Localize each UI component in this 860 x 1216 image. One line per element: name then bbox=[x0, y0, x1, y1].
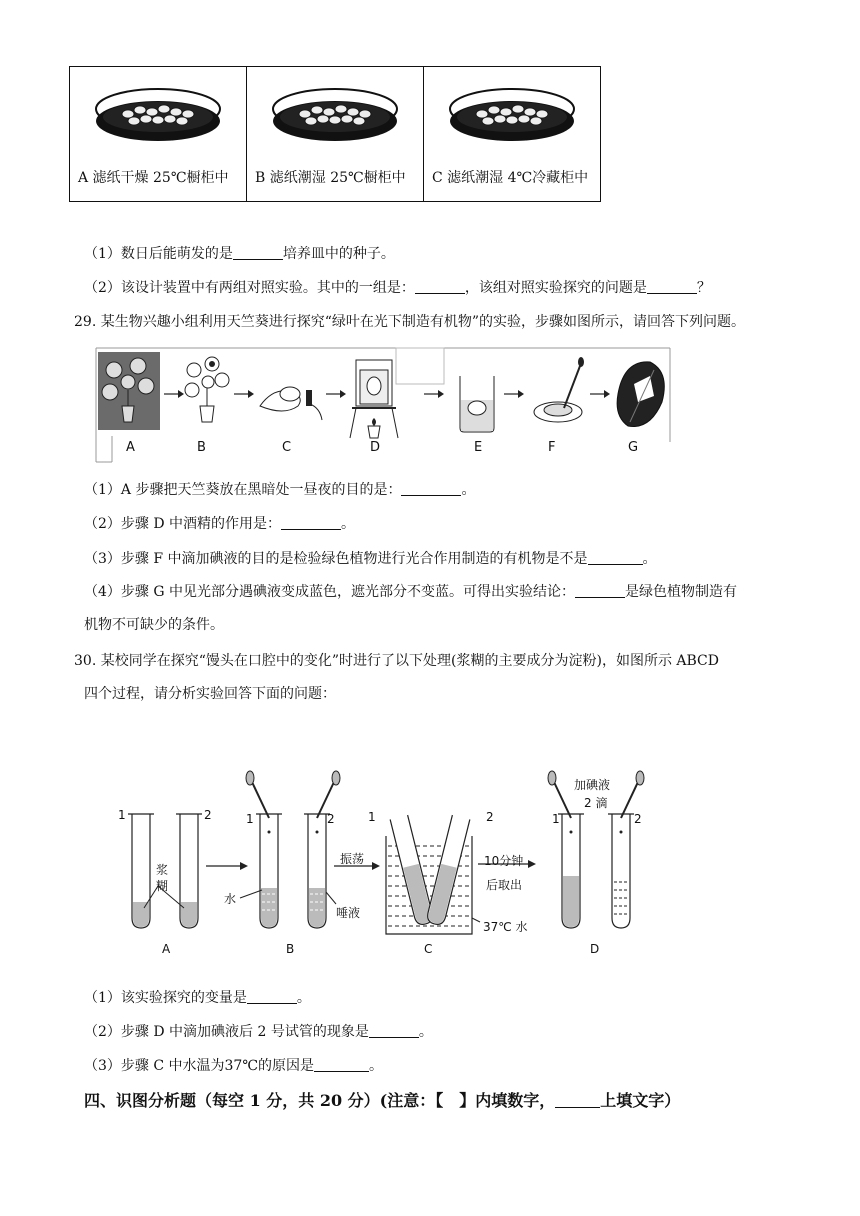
q29-sub1-pre: （1）A 步骤把天竺葵放在黑暗处一昼夜的目的是： bbox=[84, 482, 402, 498]
panel-label: B bbox=[286, 942, 295, 956]
panel-label: D bbox=[590, 942, 600, 956]
q29-sub3 bbox=[84, 549, 657, 569]
photosynthesis-steps-figure bbox=[94, 346, 674, 464]
iodine-label-line1: 加碘液 bbox=[574, 778, 611, 792]
step-label: D bbox=[370, 440, 381, 455]
tube-number: 1 bbox=[552, 812, 560, 826]
q28-sub2-post: ？ bbox=[696, 280, 711, 296]
q30-stem-line1: 30. 某校同学在探究“馒头在口腔中的变化”时进行了以下处理(浆糊的主要成分为淀粉)，如图所示 ABCD bbox=[74, 653, 719, 669]
answer-blank[interactable] bbox=[401, 481, 461, 496]
dish-caption: A 滤纸干燥 25℃橱柜中 bbox=[78, 170, 229, 186]
answer-blank[interactable] bbox=[575, 583, 625, 598]
q30-sub1-post: 。 bbox=[296, 990, 311, 1006]
bath-temp-label: 37℃ 水 bbox=[483, 920, 528, 934]
wait-label-line2: 后取出 bbox=[486, 878, 523, 892]
tube-number: 2 bbox=[634, 812, 642, 826]
wait-label-line1: 10分钟 bbox=[484, 854, 524, 868]
q30-stem-line2: 四个过程，请分析实验回答下面的问题： bbox=[84, 686, 336, 702]
section-heading bbox=[84, 1088, 680, 1111]
q29-sub3-pre: （3）步骤 F 中滴加碘液的目的是检验绿色植物进行光合作用制造的有机物是不是 bbox=[84, 551, 588, 567]
step-label: G bbox=[628, 440, 639, 455]
shake-label: 振荡 bbox=[340, 852, 365, 866]
q29-sub1-post: 。 bbox=[461, 482, 476, 498]
q30-sub3-post: 。 bbox=[369, 1058, 383, 1074]
q28-sub1-pre: （1）数日后能萌发的是 bbox=[84, 246, 233, 262]
q30-sub3 bbox=[84, 1056, 383, 1076]
answer-blank[interactable] bbox=[647, 279, 697, 294]
q28-sub2-mid: ，该组对照实验探究的问题是 bbox=[464, 280, 647, 296]
q29-sub4-post: 是绿色植物制造有 bbox=[625, 584, 737, 600]
tube-number: 1 bbox=[118, 808, 126, 822]
water-label: 水 bbox=[224, 892, 237, 906]
step-label: E bbox=[474, 440, 483, 455]
section-heading-pre: 四、识图分析题（每空 1 分，共 20 分）(注意：【 】内填数字， bbox=[84, 1091, 556, 1110]
dish-cell-a bbox=[70, 67, 247, 202]
step-label: F bbox=[548, 440, 556, 455]
answer-blank[interactable] bbox=[588, 550, 643, 565]
dish-cell-b bbox=[247, 67, 424, 202]
saliva-label: 唾液 bbox=[336, 906, 361, 920]
answer-blank[interactable] bbox=[369, 1023, 419, 1038]
tube-number: 2 bbox=[204, 808, 212, 822]
tube-number: 2 bbox=[327, 812, 335, 826]
q29-sub1 bbox=[84, 480, 475, 500]
q28-sub2-pre: （2）该设计装置中有两组对照实验。其中的一组是： bbox=[84, 280, 415, 296]
answer-blank[interactable] bbox=[415, 279, 465, 294]
dish-caption: C 滤纸潮湿 4℃冷藏柜中 bbox=[432, 170, 589, 186]
answer-blank[interactable] bbox=[233, 245, 283, 260]
section-heading-post: 上填文字） bbox=[600, 1091, 681, 1110]
q30-sub3-pre: （3）步骤 C 中水温为37℃的原因是 bbox=[84, 1058, 314, 1074]
tube-number: 1 bbox=[368, 810, 376, 824]
answer-blank[interactable] bbox=[247, 989, 297, 1004]
q29-sub4 bbox=[84, 582, 737, 602]
q29-sub4-cont: 机物不可缺少的条件。 bbox=[84, 617, 224, 633]
heading-blank bbox=[555, 1093, 600, 1108]
answer-blank[interactable] bbox=[281, 515, 341, 530]
dish-cell-c bbox=[424, 67, 601, 202]
answer-blank[interactable] bbox=[314, 1057, 369, 1072]
dish-caption: B 滤纸潮湿 25℃橱柜中 bbox=[255, 170, 406, 186]
q29-sub3-post: 。 bbox=[642, 551, 657, 567]
q30-sub1 bbox=[84, 988, 311, 1008]
q28-sub1 bbox=[84, 244, 395, 264]
q29-sub4-pre: （4）步骤 G 中见光部分遇碘液变成蓝色，遮光部分不变蓝。可得出实验结论： bbox=[84, 584, 575, 600]
paste-label: 浆糊 bbox=[156, 863, 169, 893]
petri-dish-image bbox=[442, 81, 582, 156]
q29-sub2-post: 。 bbox=[341, 516, 356, 532]
panel-label: A bbox=[162, 942, 171, 956]
q28-sub1-post: 培养皿中的种子。 bbox=[282, 246, 395, 262]
tube-number: 2 bbox=[486, 810, 494, 824]
q29-stem: 29. 某生物兴趣小组利用天竺葵进行探究“绿叶在光下制造有机物”的实验，步骤如图所示，请回答下列问题。 bbox=[74, 314, 746, 330]
q30-sub1-pre: （1）该实验探究的变量是 bbox=[84, 990, 247, 1006]
q28-sub2 bbox=[84, 278, 711, 298]
q29-sub2-pre: （2）步骤 D 中酒精的作用是： bbox=[84, 516, 282, 532]
q30-sub2-pre: （2）步骤 D 中滴加碘液后 2 号试管的现象是 bbox=[84, 1024, 369, 1040]
step-label: C bbox=[282, 440, 292, 455]
step-label: B bbox=[197, 440, 206, 455]
petri-dish-table bbox=[69, 66, 601, 202]
petri-dish-image bbox=[88, 81, 228, 156]
q30-sub2 bbox=[84, 1022, 433, 1042]
step-label: A bbox=[126, 440, 135, 455]
q30-sub2-post: 。 bbox=[418, 1024, 433, 1040]
iodine-label-line2: 2 滴 bbox=[584, 796, 608, 810]
q29-sub2 bbox=[84, 514, 355, 534]
petri-dish-image bbox=[265, 81, 405, 156]
panel-label: C bbox=[424, 942, 433, 956]
tube-number: 1 bbox=[246, 812, 254, 826]
